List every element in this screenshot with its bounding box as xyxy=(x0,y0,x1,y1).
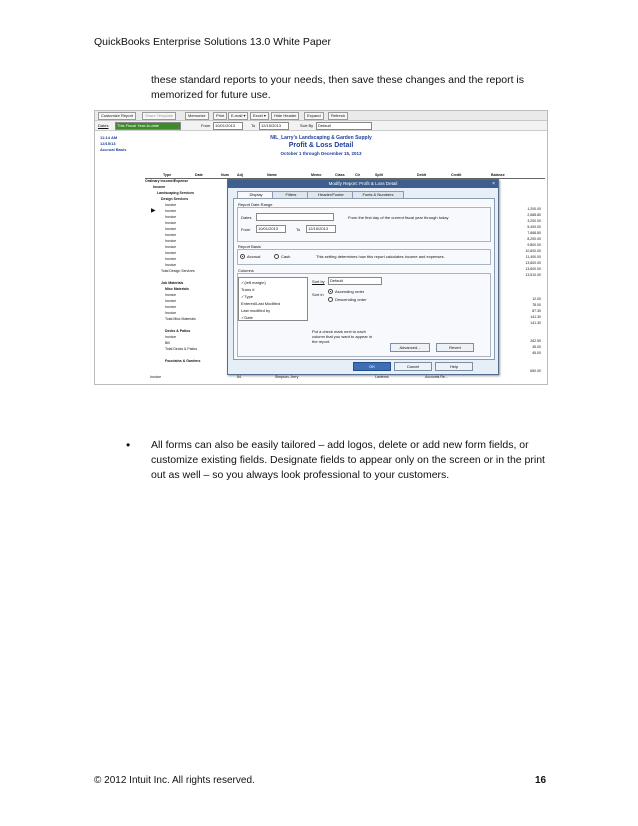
balance-value: 78.00 xyxy=(532,303,541,307)
report-row-label: Misc Materials xyxy=(165,287,189,291)
row-pointer-icon: ▶ xyxy=(151,208,156,214)
hide-header-button[interactable]: Hide Header xyxy=(271,112,299,120)
ascending-radio[interactable] xyxy=(328,289,333,294)
balance-value: 45.00 xyxy=(532,351,541,355)
balance-value: 10,600.00 xyxy=(525,249,541,253)
report-row-label: Invoice xyxy=(165,299,177,303)
tab-fonts-numbers[interactable]: Fonts & Numbers xyxy=(352,191,404,199)
dialog-to-label: To xyxy=(296,227,301,232)
col-debit[interactable]: Debit xyxy=(417,173,426,177)
cash-label: Cash xyxy=(281,254,291,259)
col-split[interactable]: Split xyxy=(375,173,383,177)
col-name[interactable]: Name xyxy=(267,173,277,177)
report-row-label: Invoice xyxy=(165,311,177,315)
refresh-button[interactable]: Refresh xyxy=(328,112,348,120)
balance-value: 13,600.00 xyxy=(525,261,541,265)
report-row-label: Invoice xyxy=(165,221,177,225)
dialog-title: Modify Report: Profit & Loss Detail xyxy=(228,180,498,188)
report-period: October 1 through December 15, 2013 xyxy=(280,151,362,156)
report-date: 12/15/13 xyxy=(100,141,116,146)
intro-paragraph: these standard reports to your needs, then save these changes and the report is memorized for future use. xyxy=(151,74,524,101)
report-row-label: Invoice xyxy=(165,233,177,237)
page-number: 16 xyxy=(535,775,547,786)
col-num[interactable]: Num xyxy=(221,173,229,177)
balance-value: 5,400.00 xyxy=(527,225,541,229)
date-range-label: Report Date Range xyxy=(238,202,273,207)
balance-value: 262.50 xyxy=(530,339,541,343)
report-row-label: Total Decks & Patios xyxy=(165,347,198,351)
report-row-label: Bill xyxy=(165,341,170,345)
share-template-button[interactable]: Share Template xyxy=(142,112,176,120)
sortby-select[interactable]: Default xyxy=(316,122,372,130)
tab-filters[interactable]: Filters xyxy=(272,191,310,199)
balance-value: 1,200.00 xyxy=(527,207,541,211)
balance-value: 9,800.00 xyxy=(527,243,541,247)
report-screenshot xyxy=(94,110,548,385)
basis-label: Report Basis xyxy=(238,244,261,249)
from-date-field[interactable]: 10/01/2013 xyxy=(213,122,243,130)
report-company: NIL_Larry's Landscaping & Garden Supply xyxy=(270,135,372,141)
ascending-label: Ascending order xyxy=(335,289,365,294)
balance-value: 45.00 xyxy=(532,345,541,349)
report-basis: Accrual Basis xyxy=(100,147,127,152)
accrual-label: Accrual xyxy=(247,254,261,259)
report-time: 11:14 AM xyxy=(100,135,118,140)
report-row-label: Invoice xyxy=(165,227,177,231)
report-row-label: Invoice xyxy=(165,263,177,267)
balance-value: 87.30 xyxy=(532,309,541,313)
copyright-footer: © 2012 Intuit Inc. All rights reserved. xyxy=(94,775,255,786)
modify-report-dialog xyxy=(227,179,499,375)
balance-value: 141.30 xyxy=(530,315,541,319)
descending-radio[interactable] xyxy=(328,297,333,302)
report-row-label: Ordinary Income/Expense xyxy=(145,179,189,183)
col-balance[interactable]: Balance xyxy=(491,173,505,177)
print-button[interactable]: Print xyxy=(213,112,227,120)
revert-button[interactable]: Revert xyxy=(436,343,474,352)
column-option[interactable]: ✓Type xyxy=(241,294,254,299)
report-row-label: Invoice xyxy=(165,215,177,219)
document-header: QuickBooks Enterprise Solutions 13.0 White Paper xyxy=(94,36,331,48)
to-label: To xyxy=(251,123,256,128)
column-option[interactable]: Last modified by xyxy=(241,308,271,313)
col-credit[interactable]: Credit xyxy=(451,173,462,177)
bullet-text: All forms can also be easily tailored – add logos, delete or add new form fields, or customize existing fields. Designate fields to appear only on the screen or in the print out as well – so you always look professional to your customers. xyxy=(151,439,545,481)
bottom-row-num: 84 xyxy=(237,375,241,379)
col-clr[interactable]: Clr xyxy=(355,173,360,177)
accrual-radio[interactable] xyxy=(240,254,245,259)
col-date[interactable]: Date xyxy=(195,173,203,177)
balance-value: 13,600.00 xyxy=(525,267,541,271)
report-filter-bar xyxy=(95,121,547,131)
dialog-dates-label: Dates xyxy=(241,215,252,220)
advanced-button[interactable]: Advanced... xyxy=(390,343,430,352)
report-row-label: Invoice xyxy=(165,209,177,213)
dates-label: Dates xyxy=(98,123,109,128)
report-row-label: Job Materials xyxy=(161,281,184,285)
dialog-from-label: From xyxy=(241,227,251,232)
dialog-dates-select[interactable]: This Fiscal Year-to-date xyxy=(256,213,334,221)
report-row-label: Invoice xyxy=(165,251,177,255)
bottom-row-type: Invoice xyxy=(150,375,162,379)
help-button[interactable]: Help xyxy=(435,362,473,371)
col-type[interactable]: Type xyxy=(163,173,172,177)
report-row-label: Total Misc Materials xyxy=(165,317,196,321)
tab-display[interactable]: Display xyxy=(237,191,275,199)
col-class[interactable]: Class xyxy=(335,173,345,177)
report-row-label: Total Design Services xyxy=(161,269,195,273)
balance-value: 8,200.00 xyxy=(527,237,541,241)
tab-header-footer[interactable]: Header/Footer xyxy=(307,191,355,199)
balance-value: 141.30 xyxy=(530,321,541,325)
excel-button[interactable]: Excel ▾ xyxy=(250,112,269,120)
col-adj[interactable]: Adj xyxy=(237,173,243,177)
column-option[interactable]: ✓(left margin) xyxy=(241,280,266,285)
bottom-row-memo: Lanterns xyxy=(375,375,389,379)
report-row-label: Invoice xyxy=(165,293,177,297)
report-row-label: Income xyxy=(153,185,166,189)
sortby-label: Sort By xyxy=(300,123,314,128)
ok-button[interactable]: OK xyxy=(353,362,391,371)
email-button[interactable]: E-mail ▾ xyxy=(228,112,248,120)
bottom-row-split: Accounts Re... xyxy=(425,375,448,379)
basis-note: This setting determines how this report calculates income and expenses. xyxy=(316,254,445,259)
cash-radio[interactable] xyxy=(274,254,279,259)
dates-select[interactable]: This Fiscal Year-to-date xyxy=(115,122,181,130)
col-memo[interactable]: Memo xyxy=(311,173,322,177)
balance-value: 13,510.00 xyxy=(525,273,541,277)
report-title: Profit & Loss Detail xyxy=(288,142,354,149)
balance-value: 3,200.00 xyxy=(527,219,541,223)
dialog-to-field[interactable]: 12/15/2013 xyxy=(306,225,336,233)
report-row-label: Invoice xyxy=(165,305,177,309)
columns-label: Columns xyxy=(238,268,254,273)
dialog-sortby-select[interactable]: Default xyxy=(328,277,382,285)
report-row-label: Invoice xyxy=(165,335,177,339)
sortin-label: Sort in xyxy=(312,292,324,297)
from-label: From xyxy=(201,123,211,128)
balance-value: 2,668.80 xyxy=(527,213,541,217)
report-row-label: Invoice xyxy=(165,203,177,207)
report-row-label: Design Services xyxy=(161,197,189,201)
to-date-field[interactable]: 12/15/2013 xyxy=(259,122,289,130)
report-row-label: Decks & Patios xyxy=(165,329,191,333)
check-note: Put a check mark next to each column that you want to appear in the report. xyxy=(312,329,373,344)
report-row-label: Invoice xyxy=(165,239,177,243)
dialog-sortby-label: Sort by xyxy=(312,279,325,284)
close-icon[interactable]: × xyxy=(492,181,495,187)
balance-value: 11,400.00 xyxy=(525,255,541,259)
dialog-from-field[interactable]: 10/01/2013 xyxy=(256,225,286,233)
customize-report-button[interactable]: Customize Report xyxy=(98,112,136,120)
report-row-label: Invoice xyxy=(165,245,177,249)
columns-list[interactable] xyxy=(238,277,308,321)
column-option[interactable]: Entered/Last Modified xyxy=(241,301,280,306)
report-row-label: Invoice xyxy=(165,257,177,261)
report-row-label: Landscaping Services xyxy=(157,191,194,195)
report-row-label: Fountains & Gardens xyxy=(165,359,201,363)
display-panel xyxy=(233,198,495,360)
expand-button[interactable]: Expand xyxy=(304,112,324,120)
dates-note: From the first day of the current fiscal year through today xyxy=(348,215,449,220)
balance-value: 650.00 xyxy=(530,369,541,373)
balance-value: 7,668.80 xyxy=(527,231,541,235)
descending-label: Descending order xyxy=(335,297,367,302)
column-option[interactable]: ✓Date xyxy=(241,315,253,320)
column-option[interactable]: Trans # xyxy=(241,287,255,292)
balance-value: 12.00 xyxy=(532,297,541,301)
memorize-button[interactable]: Memorize xyxy=(185,112,209,120)
report-toolbar xyxy=(95,111,547,121)
bottom-row-name: Simpson, Jerry xyxy=(275,375,299,379)
bullet-icon: • xyxy=(126,438,131,452)
cancel-button[interactable]: Cancel xyxy=(394,362,432,371)
